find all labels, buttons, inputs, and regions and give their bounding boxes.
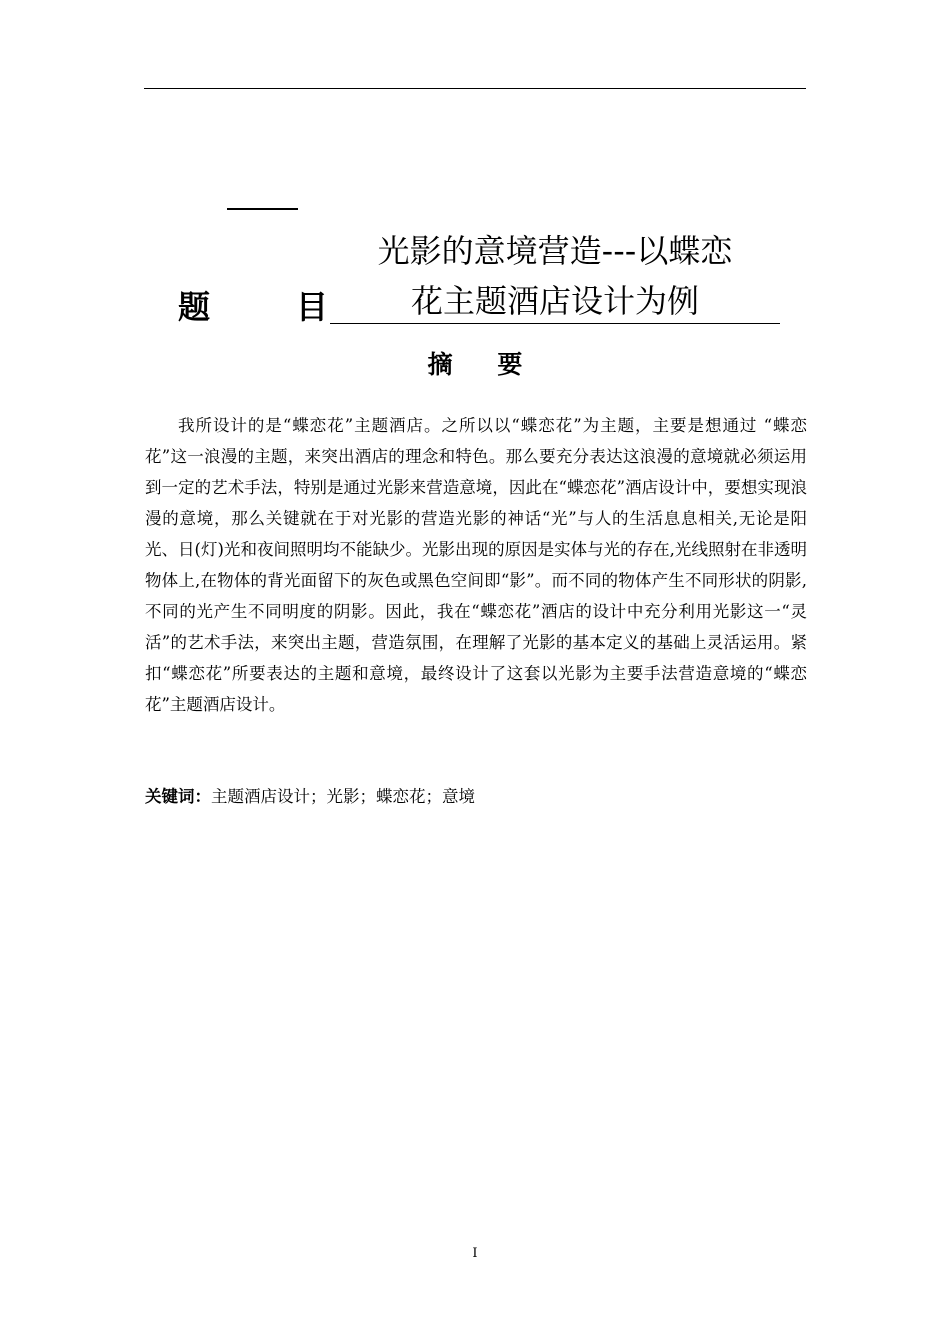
title-label-char-2: 目: [295, 288, 328, 326]
page-number: I: [472, 1246, 478, 1261]
title-label: [178, 282, 328, 328]
title-underline: [330, 323, 780, 324]
keywords-value: 主题酒店设计；光影；蝶恋花；意境: [211, 787, 475, 806]
short-rule: [227, 208, 298, 210]
thesis-title-line-1: 光影的意境营造---以蝶恋: [377, 232, 733, 270]
abstract-paragraph: 我所设计的是“蝶恋花”主题酒店。之所以以“蝶恋花”为主题，主要是想通过 “蝶恋花”这一浪漫的主题，来突出酒店的理念和特色。那么要充分表达这浪漫的意境就必须运用到一定的艺术手法，特别是通过光影来营造意境，因此在“蝶恋花”酒店设计中，要想实现浪漫的意境，那么关键就在于对光影的营造光影的神话“光”与人的生活息息相关,无论是阳光、日(灯)光和夜间照明均不能缺少。光影出现的原因是实体与光的存在,光线照射在非透明物体上,在物体的背光面留下的灰色或黑色空间即“影”。而不同的物体产生不同形状的阴影,不同的光产生不同明度的阴影。因此，我在“蝶恋花”酒店的设计中充分利用光影这一“灵活”的艺术手法，来突出主题，营造氛围，在理解了光影的基本定义的基础上灵活运用。紧扣“蝶恋花”所要表达的主题和意境，最终设计了这套以光影为主要手法营造意境的“蝶恋花”主题酒店设计。: [145, 416, 807, 714]
header-rule: [144, 88, 806, 89]
abstract-body: [145, 410, 807, 720]
thesis-title: [330, 226, 780, 326]
thesis-title-line-2: 花主题酒店设计为例: [410, 282, 699, 320]
abstract-heading: 摘 要: [427, 350, 541, 379]
keywords: [145, 783, 807, 811]
title-label-char-1: 题: [178, 288, 211, 326]
keywords-label: 关键词：: [145, 787, 211, 806]
